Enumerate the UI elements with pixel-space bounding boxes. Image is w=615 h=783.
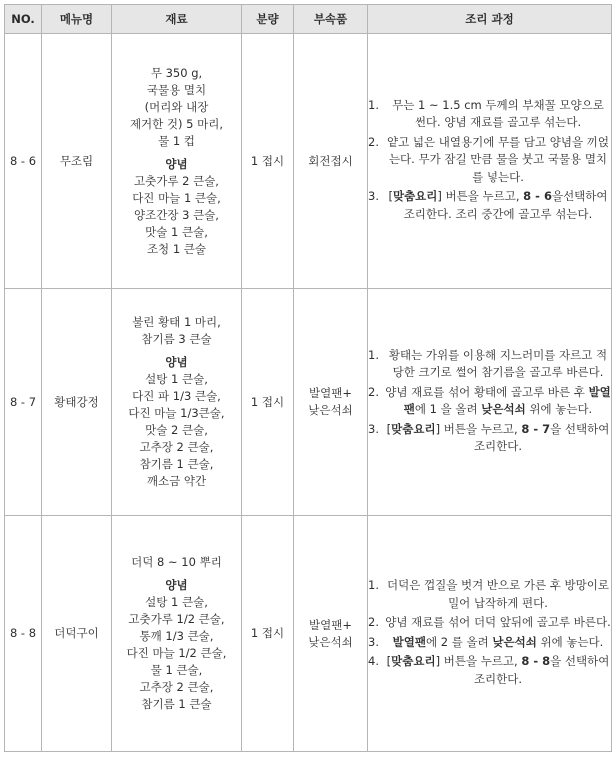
step-text: 얕고 넓은 내열용기에 무를 담고 양념을 끼얹는다. 무가 잠길 만큼 물을 붓고 국물용 멸치를 넣는다.	[387, 134, 609, 184]
recipe-menu: 황태강정	[42, 289, 112, 516]
step-item	[368, 188, 611, 223]
recipe-amount: 1 접시	[242, 34, 294, 289]
header-accessory: 부속품	[294, 5, 368, 34]
sauce-line: 다진 마늘 1/2 큰술,	[126, 646, 227, 660]
step-item	[368, 577, 611, 612]
sauce-label: 양념	[165, 156, 188, 171]
steps-list	[368, 577, 611, 688]
sauce-line: 다진 마늘 1 큰술,	[132, 190, 221, 205]
ingredient-line: 불린 황태 1 마리,	[132, 315, 221, 329]
step-number: 1.	[368, 347, 379, 362]
recipe-menu: 더덕구이	[42, 516, 112, 752]
header-amount: 분량	[242, 5, 294, 34]
step-item	[368, 347, 611, 382]
accessory-name: 발열팬	[403, 384, 611, 416]
sauce-label: 양념	[165, 355, 188, 369]
step-text: 황태는 가위를 이용해 지느러미를 자르고 적당한 크기로 썰어 참기름을 골고루 바른다.	[388, 347, 608, 379]
step-item	[368, 653, 611, 688]
recipe-accessory	[294, 289, 368, 516]
header-process: 조리 과정	[368, 5, 612, 34]
step-text: ] 버튼을 누르고,	[437, 189, 524, 204]
sauce-line: 고추장 2 큰술,	[139, 680, 214, 694]
recipe-no: 8 - 6	[5, 34, 42, 289]
sauce-line: 깨소금 약간	[146, 474, 207, 488]
sauce-line: 맛술 1 큰술,	[145, 224, 208, 239]
recipe-ingredients	[112, 34, 242, 289]
step-number: 4.	[368, 654, 379, 668]
step-text: 을선택하여 조리한다. 조리 중간에 골고루 섞는다.	[403, 189, 608, 221]
ingredient-line: 참기름 3 큰술	[141, 332, 212, 346]
steps-list	[368, 97, 611, 224]
recipe-accessory	[294, 516, 368, 752]
step-number: 3.	[368, 189, 379, 204]
button-name: 맞춤요리	[392, 189, 438, 204]
accessory-line: 낮은석쇠	[308, 634, 353, 649]
step-item	[368, 97, 611, 132]
sauce-line: 참기름 1 큰술,	[139, 457, 214, 471]
recipe-row	[5, 516, 612, 752]
recipe-steps	[368, 289, 612, 516]
button-name: 맞춤요리	[391, 421, 436, 436]
recipe-table	[4, 4, 612, 752]
step-text: [	[388, 189, 393, 204]
step-text: [	[386, 421, 392, 436]
step-item	[368, 384, 611, 419]
step-text: 에 1 을 올려	[414, 402, 482, 416]
accessory-line: 낮은석쇠	[308, 403, 353, 417]
step-text: 을 선택하여 조리한다.	[473, 654, 610, 686]
recipe-steps	[368, 34, 612, 289]
header-row	[5, 5, 612, 34]
step-number: 3.	[368, 634, 379, 649]
sauce-label: 양념	[165, 578, 188, 592]
button-name: 맞춤요리	[391, 654, 436, 668]
step-text: 양념 재료를 섞어 황태에 골고루 바른 후	[385, 384, 589, 399]
header-menu: 메뉴명	[42, 5, 112, 34]
step-text: 무는 1 ~ 1.5 cm 두께의 부채꼴 모양으로 썬다. 양념 재료를 골고루 섞는다.	[392, 97, 604, 130]
step-number: 2.	[368, 134, 379, 149]
program-code: 8 - 7	[521, 421, 551, 436]
step-number: 2.	[368, 615, 379, 629]
program-code: 8 - 8	[521, 654, 551, 668]
sauce-line: 고춧가루 2 큰술,	[134, 173, 219, 188]
step-item	[368, 134, 611, 187]
sauce-line: 설탕 1 큰술,	[145, 595, 208, 609]
ingredient-line: 무 350 g,	[150, 65, 203, 80]
recipe-row	[5, 34, 612, 289]
accessory-name: 발열팬	[392, 634, 426, 649]
sauce-line: 맛술 2 큰술,	[145, 423, 208, 437]
step-item	[368, 634, 611, 652]
accessory-line: 회전접시	[308, 153, 353, 168]
ingredient-line: 제거한 것) 5 마리,	[129, 116, 224, 131]
sauce-line: 통깨 1/3 큰술,	[139, 629, 214, 643]
sauce-line: 조청 1 큰술	[146, 241, 207, 256]
sauce-line: 물 1 큰술,	[150, 663, 203, 677]
step-number: 1.	[368, 578, 379, 592]
ingredient-line: 물 1 컵	[158, 133, 195, 148]
sauce-line: 고춧가루 1/2 큰술,	[128, 612, 225, 626]
accessory-line: 발열팬+	[309, 617, 352, 632]
sauce-line: 참기름 1 큰술	[141, 697, 212, 711]
accessory-name: 낮은석쇠	[492, 634, 537, 649]
sauce-line: 양조간장 3 큰술,	[134, 207, 219, 222]
sauce-line: 설탕 1 큰술,	[145, 372, 208, 386]
step-number: 3.	[368, 421, 379, 436]
step-item	[368, 614, 611, 632]
program-code: 8 - 6	[523, 189, 552, 204]
recipe-ingredients	[112, 289, 242, 516]
step-text: [	[386, 654, 392, 668]
step-number: 1.	[368, 97, 379, 112]
accessory-name: 낮은석쇠	[481, 402, 526, 416]
accessory-line: 발열팬+	[309, 386, 352, 400]
sauce-line: 고추장 2 큰술,	[139, 440, 214, 454]
recipe-row	[5, 289, 612, 516]
header-ingredients: 재료	[112, 5, 242, 34]
recipe-steps	[368, 516, 612, 752]
step-item	[368, 421, 611, 456]
step-text: ] 버튼을 누르고,	[435, 421, 522, 436]
recipe-no: 8 - 7	[5, 289, 42, 516]
step-number: 2.	[368, 384, 379, 399]
ingredient-line: 더덕 8 ~ 10 뿌리	[131, 555, 222, 569]
steps-list	[368, 347, 611, 456]
recipe-accessory	[294, 34, 368, 289]
step-text: ] 버튼을 누르고,	[435, 654, 522, 668]
recipe-amount: 1 접시	[242, 516, 294, 752]
step-text: 에 2 를 올려	[426, 634, 493, 649]
ingredient-line: (머리와 내장	[144, 99, 209, 114]
sauce-line: 다진 마늘 1/3큰술,	[128, 406, 225, 420]
header-no: NO.	[5, 5, 42, 34]
step-text: 을 선택하여 조리한다.	[473, 421, 610, 453]
step-text: 더덕은 껍질을 벗겨 반으로 가른 후 방망이로 밀어 납작하게 편다.	[387, 578, 609, 610]
step-text: 양념 재료를 섞어 더덕 앞뒤에 골고루 바른다.	[385, 615, 611, 629]
step-text: 위에 놓는다.	[525, 402, 593, 416]
ingredient-line: 국물용 멸치	[146, 82, 207, 97]
recipe-amount: 1 접시	[242, 289, 294, 516]
sauce-line: 다진 파 1/3 큰술,	[132, 389, 221, 403]
step-text: 위에 놓는다.	[536, 634, 604, 649]
recipe-ingredients	[112, 516, 242, 752]
recipe-menu: 무조림	[42, 34, 112, 289]
recipe-no: 8 - 8	[5, 516, 42, 752]
